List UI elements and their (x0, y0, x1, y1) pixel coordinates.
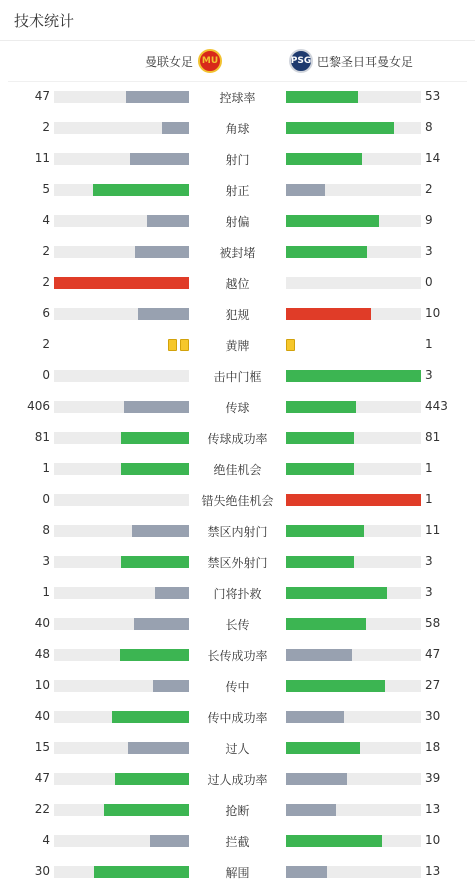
home-stat-value: 8 (42, 523, 50, 537)
stat-label: 射门 (225, 153, 250, 167)
stat-label: 控球率 (219, 91, 256, 105)
home-stat-bar (54, 835, 189, 847)
home-stat-bar (54, 804, 189, 816)
away-stat-value: 53 (425, 89, 441, 103)
home-bar-fill (138, 308, 189, 320)
stat-row (0, 206, 475, 237)
away-bar-fill (286, 153, 362, 165)
stat-label: 射正 (225, 184, 250, 198)
home-stat-bar (54, 246, 189, 258)
stat-row (0, 330, 475, 361)
home-stat-value: 47 (34, 89, 50, 103)
stat-label: 传中 (225, 680, 250, 694)
away-stat-bar (286, 184, 421, 196)
away-bar-fill (286, 432, 354, 444)
home-team-name: 曼联女足 (144, 54, 193, 69)
home-bar-fill (132, 525, 189, 537)
away-bar-fill (286, 494, 421, 506)
home-stat-bar (54, 866, 189, 878)
away-stat-bar (286, 122, 421, 134)
away-bar-fill (286, 773, 347, 785)
away-stat-value: 1 (425, 337, 433, 351)
away-stat-bar (286, 711, 421, 723)
stat-row (0, 609, 475, 640)
home-stat-value: 1 (42, 585, 50, 599)
stat-label: 传球成功率 (207, 432, 268, 446)
home-stat-bar (54, 215, 189, 227)
stat-row (0, 733, 475, 764)
away-stat-bar (286, 618, 421, 630)
away-stat-value: 0 (425, 275, 433, 289)
stat-row (0, 82, 475, 113)
away-stat-bar (286, 401, 421, 413)
home-stat-value: 48 (34, 647, 50, 661)
home-stat-bar (54, 680, 189, 692)
away-stat-value: 1 (425, 461, 433, 475)
home-bar-fill (155, 587, 189, 599)
home-stat-bar (54, 122, 189, 134)
stat-row (0, 144, 475, 175)
home-stat-bar (54, 711, 189, 723)
stat-label: 黄牌 (225, 339, 250, 353)
away-bar-fill (286, 711, 344, 723)
stat-row (0, 268, 475, 299)
away-stat-value: 47 (425, 647, 441, 661)
away-stat-value: 18 (425, 740, 441, 754)
stat-label: 过人 (225, 742, 250, 756)
home-stat-bar (54, 432, 189, 444)
home-stat-value: 2 (42, 337, 50, 351)
away-stat-bar (286, 91, 421, 103)
away-bar-fill (286, 649, 352, 661)
away-stat-value: 8 (425, 120, 433, 134)
stat-row (0, 547, 475, 578)
away-bar-fill (286, 122, 394, 134)
away-bar-fill (286, 463, 354, 475)
yellow-card-icon (180, 339, 189, 351)
home-stat-bar (54, 91, 189, 103)
stat-label: 传中成功率 (207, 711, 268, 725)
stat-row (0, 361, 475, 392)
away-stat-bar (286, 525, 421, 537)
stat-row (0, 702, 475, 733)
home-stat-value: 4 (42, 213, 50, 227)
away-team (289, 49, 413, 73)
home-stat-bar (54, 618, 189, 630)
home-stat-value: 15 (34, 740, 50, 754)
home-stat-value: 3 (42, 554, 50, 568)
away-bar-fill (286, 215, 379, 227)
home-bar-fill (134, 618, 189, 630)
home-bar-fill (121, 556, 189, 568)
away-stat-value: 10 (425, 833, 441, 847)
stat-label: 击中门框 (213, 370, 262, 384)
away-stat-bar (286, 308, 421, 320)
away-yellow-cards (286, 339, 298, 352)
home-bar-fill (121, 463, 189, 475)
stat-row (0, 113, 475, 144)
home-stat-value: 6 (42, 306, 50, 320)
yellow-card-icon (286, 339, 295, 351)
home-stat-value: 0 (42, 368, 50, 382)
home-bar-fill (115, 773, 189, 785)
away-bar-fill (286, 184, 325, 196)
stat-label: 被封堵 (219, 246, 256, 260)
home-bar-fill (150, 835, 189, 847)
stats-header (0, 0, 475, 41)
stat-row (0, 857, 475, 888)
stat-label: 禁区外射门 (207, 556, 268, 570)
stat-label: 射偏 (225, 215, 250, 229)
away-stat-value: 1 (425, 492, 433, 506)
away-bar-fill (286, 246, 367, 258)
away-bar-fill (286, 835, 382, 847)
stat-label: 过人成功率 (207, 773, 268, 787)
home-stat-value: 40 (34, 616, 50, 630)
home-bar-fill (94, 866, 189, 878)
home-yellow-cards (165, 339, 189, 352)
away-stat-value: 10 (425, 306, 441, 320)
away-bar-fill (286, 525, 364, 537)
away-stat-value: 3 (425, 585, 433, 599)
away-stat-value: 81 (425, 430, 441, 444)
yellow-card-icon (168, 339, 177, 351)
stat-row (0, 175, 475, 206)
away-stat-bar (286, 432, 421, 444)
home-bar-fill (112, 711, 189, 723)
away-bar-fill (286, 587, 387, 599)
home-stat-bar (54, 401, 189, 413)
stat-label: 角球 (225, 122, 250, 136)
stat-row (0, 826, 475, 857)
away-stat-value: 27 (425, 678, 441, 692)
away-stat-bar (286, 835, 421, 847)
away-stat-bar (286, 463, 421, 475)
away-bar-fill (286, 742, 360, 754)
home-stat-value: 30 (34, 864, 50, 878)
away-bar-fill (286, 91, 358, 103)
home-stat-value: 5 (42, 182, 50, 196)
home-bar-fill (153, 680, 189, 692)
home-bar-fill (120, 649, 189, 661)
home-stat-value: 10 (34, 678, 50, 692)
away-stat-bar (286, 804, 421, 816)
away-stat-bar (286, 370, 421, 382)
stat-row (0, 671, 475, 702)
away-bar-fill (286, 804, 336, 816)
away-stat-value: 14 (425, 151, 441, 165)
home-stat-bar (54, 494, 189, 506)
home-stat-bar (54, 525, 189, 537)
away-stat-value: 9 (425, 213, 433, 227)
home-stat-value: 2 (42, 275, 50, 289)
home-bar-fill (93, 184, 189, 196)
stat-label: 犯规 (225, 308, 250, 322)
home-stat-value: 406 (27, 399, 50, 413)
away-stat-value: 2 (425, 182, 433, 196)
away-stat-value: 3 (425, 554, 433, 568)
away-bar-fill (286, 556, 354, 568)
home-bar-fill (130, 153, 189, 165)
home-stat-bar (54, 556, 189, 568)
home-stat-bar (54, 184, 189, 196)
stat-label: 错失绝佳机会 (201, 494, 274, 508)
stat-row (0, 237, 475, 268)
home-bar-fill (121, 432, 189, 444)
away-stat-bar (286, 649, 421, 661)
home-stat-value: 1 (42, 461, 50, 475)
stat-row (0, 516, 475, 547)
stat-row (0, 299, 475, 330)
stat-row (0, 485, 475, 516)
home-stat-value: 2 (42, 120, 50, 134)
away-stat-value: 11 (425, 523, 441, 537)
stat-label: 长传成功率 (207, 649, 268, 663)
home-bar-fill (135, 246, 189, 258)
away-bar-fill (286, 618, 366, 630)
home-stat-bar (54, 463, 189, 475)
away-stat-bar (286, 215, 421, 227)
home-bar-fill (147, 215, 189, 227)
home-stat-bar (54, 587, 189, 599)
stat-label: 禁区内射门 (207, 525, 268, 539)
stat-row (0, 764, 475, 795)
away-stat-bar (286, 866, 421, 878)
away-bar-fill (286, 401, 356, 413)
stat-label: 门将扑救 (213, 587, 262, 601)
away-stat-bar (286, 556, 421, 568)
away-stat-value: 39 (425, 771, 441, 785)
stat-label: 绝佳机会 (213, 463, 262, 477)
stat-row (0, 392, 475, 423)
away-stat-value: 58 (425, 616, 441, 630)
away-bar-fill (286, 866, 327, 878)
home-stat-bar (54, 277, 189, 289)
stat-label: 解围 (225, 866, 250, 880)
home-stat-bar (54, 649, 189, 661)
stat-row (0, 578, 475, 609)
home-stat-bar (54, 370, 189, 382)
away-stat-value: 13 (425, 864, 441, 878)
stat-row (0, 454, 475, 485)
away-stat-value: 13 (425, 802, 441, 816)
stat-row (0, 423, 475, 454)
home-stat-bar (54, 153, 189, 165)
home-stat-value: 2 (42, 244, 50, 258)
page-title: 技术统计 (14, 12, 75, 30)
home-bar-fill (124, 401, 189, 413)
away-bar-fill (286, 308, 371, 320)
home-bar-fill (162, 122, 189, 134)
stat-label: 抢断 (225, 804, 250, 818)
home-stat-value: 0 (42, 492, 50, 506)
away-stat-bar (286, 153, 421, 165)
stat-row (0, 640, 475, 671)
psg-crest-icon: PSG (289, 49, 313, 73)
home-bar-fill (104, 804, 189, 816)
away-stat-bar (286, 742, 421, 754)
away-stat-bar (286, 773, 421, 785)
away-bar-fill (286, 370, 421, 382)
home-stat-bar (54, 773, 189, 785)
away-stat-bar (286, 680, 421, 692)
home-stat-value: 11 (34, 151, 50, 165)
stat-label: 越位 (225, 277, 250, 291)
home-team (145, 49, 222, 73)
away-team-name: 巴黎圣日耳曼女足 (317, 54, 414, 69)
teams-bar (8, 41, 467, 82)
home-stat-value: 81 (34, 430, 50, 444)
home-stat-bar (54, 742, 189, 754)
stat-label: 长传 (225, 618, 250, 632)
home-stat-value: 22 (34, 802, 50, 816)
home-stat-value: 4 (42, 833, 50, 847)
home-stat-value: 47 (34, 771, 50, 785)
away-stat-bar (286, 494, 421, 506)
away-stat-value: 30 (425, 709, 441, 723)
stat-label: 拦截 (225, 835, 250, 849)
mu-crest-icon: MU (198, 49, 222, 73)
away-stat-value: 443 (425, 399, 448, 413)
away-bar-fill (286, 680, 385, 692)
stat-label: 传球 (225, 401, 250, 415)
home-bar-fill (128, 742, 189, 754)
away-stat-bar (286, 587, 421, 599)
away-stat-value: 3 (425, 244, 433, 258)
away-stat-bar (286, 277, 421, 289)
home-bar-fill (126, 91, 189, 103)
away-stat-value: 3 (425, 368, 433, 382)
stat-row (0, 795, 475, 826)
home-stat-bar (54, 308, 189, 320)
away-stat-bar (286, 246, 421, 258)
home-stat-value: 40 (34, 709, 50, 723)
home-bar-fill (54, 277, 189, 289)
